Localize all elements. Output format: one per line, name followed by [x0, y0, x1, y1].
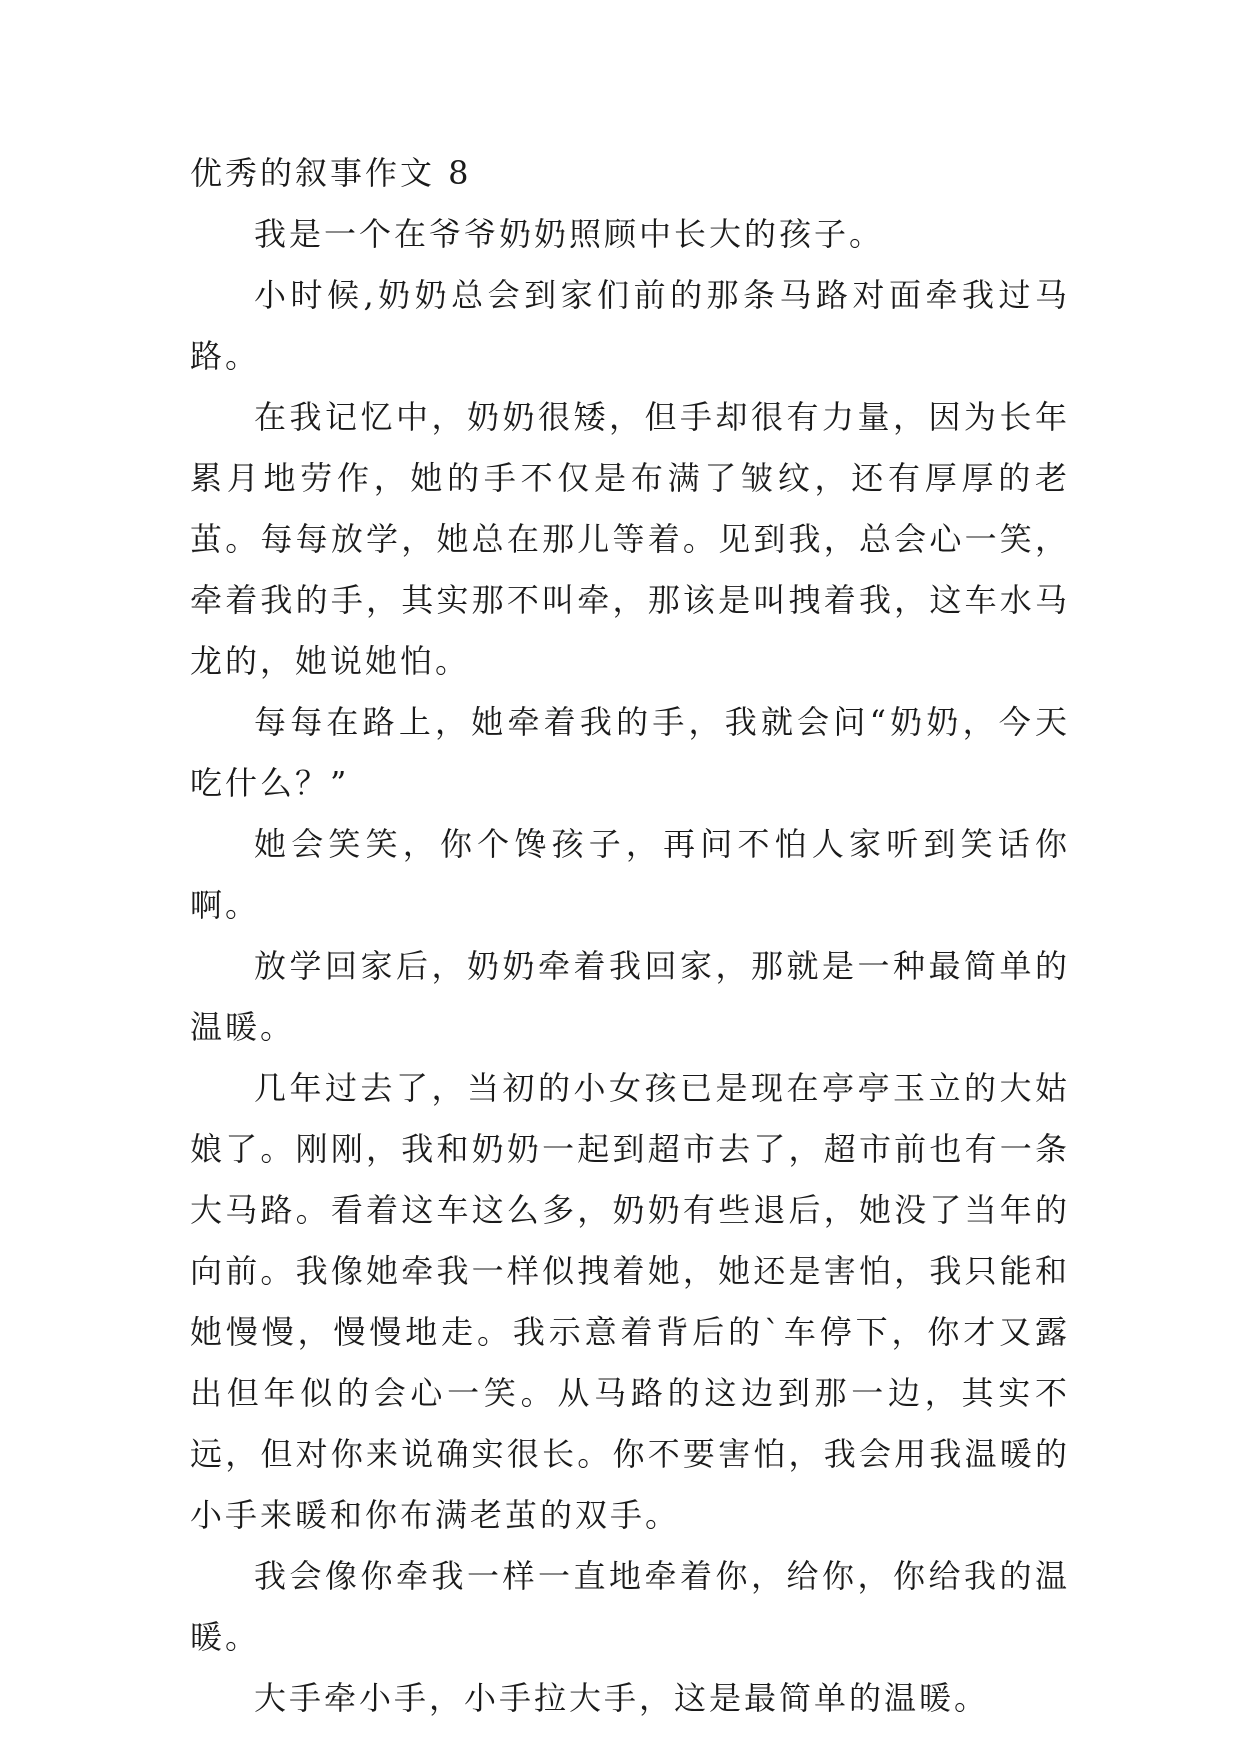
- paragraph-1: 我是一个在爷爷奶奶照顾中长大的孩子。: [254, 215, 885, 253]
- paragraph-6: 放学回家后，奶奶牵着我回家，那就是一种最简单的温暖。: [190, 947, 1070, 1046]
- paragraph-3: 在我记忆中，奶奶很矮，但手却很有力量，因为长年累月地劳作，她的手不仅是布满了皱纹，还有厚厚的老茧。每每放学，她总在那儿等着。见到我，总会心一笑，牵着我的手，其实那不叫牵，那该是叫拽着我，这车水马龙的，她说她怕。: [190, 398, 1070, 680]
- essay-title: 优秀的叙事作文 8: [190, 154, 472, 192]
- paragraph-5: 她会笑笑，你个馋孩子，再问不怕人家听到笑话你啊。: [190, 825, 1070, 924]
- essay-body: [190, 143, 1070, 1729]
- paragraph-7: 几年过去了，当初的小女孩已是现在亭亭玉立的大姑娘了。刚刚，我和奶奶一起到超市去了，超市前也有一条大马路。看着这车这么多，奶奶有些退后，她没了当年的向前。我像她牵我一样似拽着她，她还是害怕，我只能和她慢慢，慢慢地走。我示意着背后的`车停下，你才又露出但年似的会心一笑。从马路的这边到那一边，其实不远，但对你来说确实很长。你不要害怕，我会用我温暖的小手来暖和你布满老茧的双手。: [190, 1069, 1070, 1534]
- paragraph-8: 我会像你牵我一样一直地牵着你，给你，你给我的温暖。: [190, 1557, 1070, 1656]
- paragraph-2: 小时候,奶奶总会到家们前的那条马路对面牵我过马路。: [190, 276, 1070, 375]
- paragraph-9: 大手牵小手，小手拉大手，这是最简单的温暖。: [254, 1679, 990, 1717]
- paragraph-4: 每每在路上，她牵着我的手，我就会问“奶奶，今天吃什么？”: [190, 703, 1070, 802]
